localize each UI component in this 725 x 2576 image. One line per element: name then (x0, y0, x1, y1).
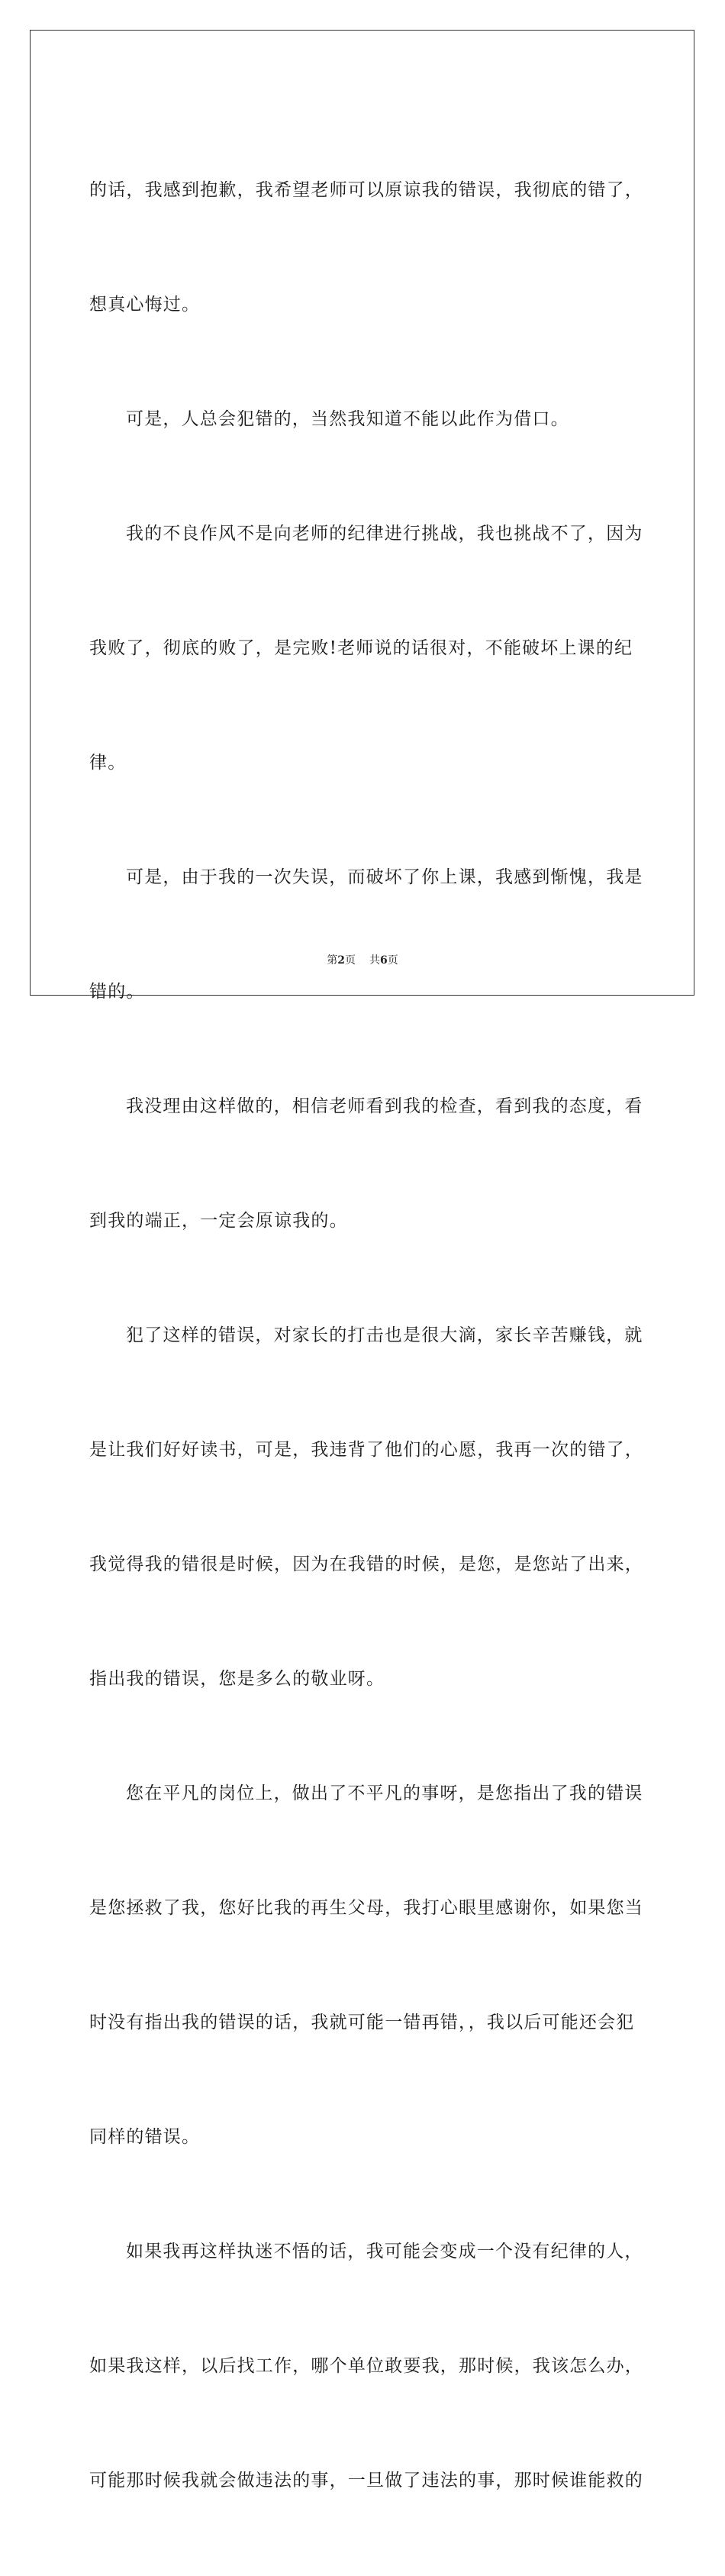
text-line: 可能那时候我就会做违法的事，一旦做了违法的事，那时候谁能救的 (89, 2471, 643, 2490)
text-line: 时没有指出我的错误的话，我就可能一错再错，，我以后可能还会犯 (89, 2013, 635, 2032)
text-line: 可是，人总会犯错的，当然我知道不能以此作为借口。 (126, 409, 569, 429)
text-line: 犯了这样的错误，对家长的打击也是很大滴，家长辛苦赚钱，就 (126, 1325, 643, 1345)
total-page-count: 6 (380, 954, 388, 967)
document-body (89, 95, 643, 2576)
text-line: 是让我们好好读书，可是，我违背了他们的心愿，我再一次的错了， (89, 1440, 643, 1460)
text-line: 指出我的错误，您是多么的敬业呀。 (89, 1669, 385, 1689)
total-label-prefix: 共 (369, 954, 380, 967)
text-line: 可是，由于我的一次失误，而破坏了你上课，我感到惭愧，我是 (126, 867, 643, 887)
text-line: 是您拯救了我，您好比我的再生父母，我打心眼里感谢你，如果您当 (89, 1898, 643, 1918)
text-line: 如果我再这样执迷不悟的话，我可能会变成一个没有纪律的人， (126, 2242, 643, 2261)
current-page-number: 2 (337, 954, 345, 967)
text-line: 您在平凡的岗位上，做出了不平凡的事呀，是您指出了我的错误 (126, 1784, 643, 1803)
text-line: 我败了，彻底的败了，是完败!老师说的话很对，不能破坏上课的纪 (89, 638, 633, 658)
text-line: 我没理由这样做的，相信老师看到我的检查，看到我的态度，看 (126, 1096, 643, 1116)
page-footer (0, 952, 725, 967)
text-line: 错的。 (89, 982, 145, 1002)
text-line: 的话，我感到抱歉，我希望老师可以原谅我的错误，我彻底的错了， (89, 180, 643, 200)
text-line: 想真心悔过。 (89, 295, 201, 315)
text-line: 同样的错误。 (89, 2127, 201, 2147)
text-line: 到我的端正，一定会原谅我的。 (89, 1211, 348, 1231)
text-block (89, 95, 643, 2576)
text-line: 如果我这样，以后找工作，哪个单位敢要我，那时候，我该怎么办， (89, 2356, 643, 2376)
total-label-unit: 页 (387, 954, 398, 967)
text-line: 我的不良作风不是向老师的纪律进行挑战，我也挑战不了，因为 (126, 524, 643, 544)
page-label-prefix: 第 (327, 954, 338, 967)
text-line: 律。 (89, 753, 127, 773)
text-line: 我觉得我的错很是时候，因为在我错的时候，是您，是您站了出来， (89, 1554, 643, 1574)
page-label-unit: 页 (345, 954, 356, 967)
